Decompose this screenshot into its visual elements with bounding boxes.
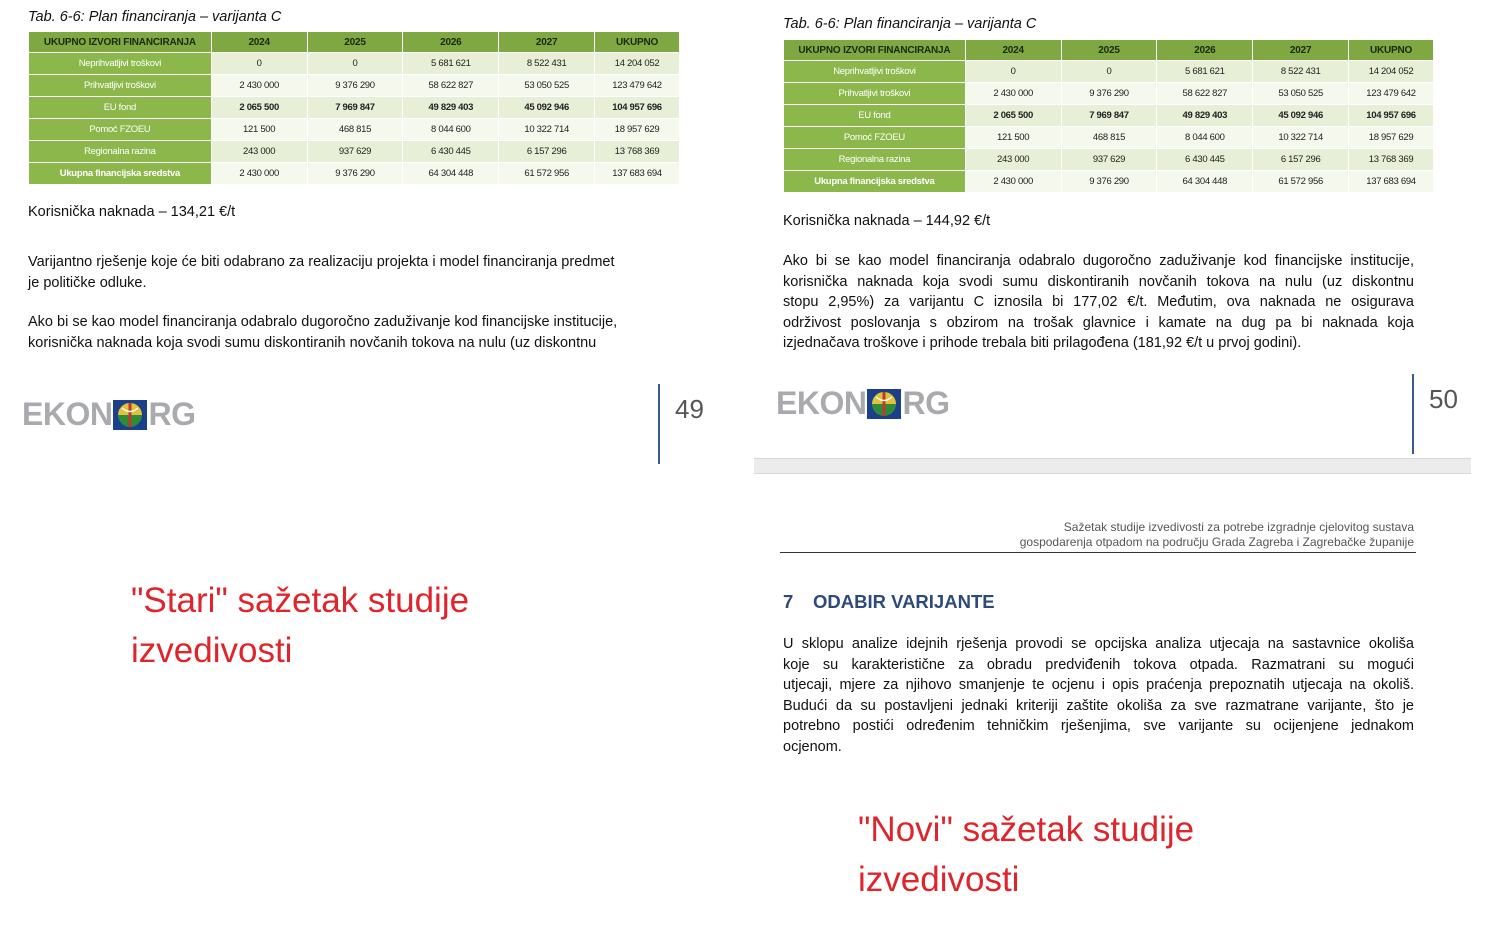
new-summary-annotation (858, 805, 1194, 905)
table-cell: 104 957 696 (595, 97, 680, 119)
right-paragraph (783, 251, 1414, 354)
left-ekonerg-logo (22, 396, 195, 433)
row-label: EU fond (784, 105, 966, 127)
table-cell: 121 500 (211, 119, 307, 141)
row-label: Pomoć FZOEU (29, 119, 212, 141)
table-cell: 18 957 629 (1349, 127, 1434, 149)
right-table-caption: Tab. 6-6: Plan financiranja – varijanta C (783, 16, 1037, 32)
globe-emblem-icon (113, 400, 147, 430)
table-cell: 137 683 694 (595, 163, 680, 185)
text-line: utjecaji, mjere za njihovo smanjenje te ocjenu i opis praćenja prepoznatih utjecaja na okoliš. (783, 677, 1414, 693)
text-line: koje su karakteristične za obradu predviđenih tokova otpada. Razmatrani su mogući (783, 656, 1414, 673)
header-2026: 2026 (403, 32, 499, 53)
logo-text-part2: RG (148, 396, 196, 432)
text-line: Budući da su postavljeni jednaki kriteriji zaštite okoliša za sve razmatrane varijante, što je (783, 697, 1414, 714)
table-cell: 7 969 847 (1061, 105, 1157, 127)
text-line: korisnička naknada koja svodi sumu diskontiranih novčanih tokova na nulu (uz diskontnu (28, 334, 597, 351)
table-cell: 61 572 956 (1253, 171, 1349, 193)
table-cell: 123 479 642 (1349, 83, 1434, 105)
row-label: Prihvatljivi troškovi (784, 83, 966, 105)
row-label: Neprihvatljivi troškovi (784, 61, 966, 83)
table-cell: 53 050 525 (499, 75, 595, 97)
table-header-row (29, 32, 680, 53)
table-cell: 7 969 847 (307, 97, 403, 119)
table-cell: 8 522 431 (1253, 61, 1349, 83)
table-cell: 937 629 (307, 141, 403, 163)
text-line: Ako bi se kao model financiranja odabralo dugoročno zaduživanje kod financijske institucije, (28, 314, 618, 330)
table-cell: 49 829 403 (1157, 105, 1253, 127)
table-cell: 9 376 290 (307, 163, 403, 185)
chapter-paragraph (783, 634, 1414, 757)
logo-text-part1: EKON (776, 385, 867, 421)
table-cell: 5 681 621 (403, 53, 499, 75)
table-row (29, 75, 680, 97)
row-label: Prihvatljivi troškovi (29, 75, 212, 97)
text-line: U sklopu analize idejnih rješenja provodi se opcijska analiza utjecaja na sastavnice okoliša (783, 636, 1414, 652)
running-header-line: Sažetak studije izvedivosti za potrebe izgradnje cjelovitog sustava (1063, 520, 1414, 534)
row-label: EU fond (29, 97, 212, 119)
table-row (784, 171, 1434, 193)
table-cell: 58 622 827 (1157, 83, 1253, 105)
table-row (784, 105, 1434, 127)
header-2024: 2024 (211, 32, 307, 53)
table-cell: 6 430 445 (403, 141, 499, 163)
table-row (784, 127, 1434, 149)
header-2027: 2027 (1253, 40, 1349, 61)
table-row (29, 141, 680, 163)
table-cell: 2 430 000 (211, 163, 307, 185)
table-row (784, 149, 1434, 171)
text-line: je političke odluke. (28, 274, 147, 291)
table-cell: 53 050 525 (1253, 83, 1349, 105)
left-paragraph-2 (28, 312, 668, 353)
header-sources: UKUPNO IZVORI FINANCIRANJA (784, 40, 966, 61)
header-rule (780, 552, 1416, 553)
table-cell: 14 204 052 (1349, 61, 1434, 83)
table-row (29, 53, 680, 75)
right-user-fee: Korisnička naknada – 144,92 €/t (783, 213, 991, 229)
table-cell: 61 572 956 (499, 163, 595, 185)
row-label: Regionalna razina (784, 149, 966, 171)
table-cell: 123 479 642 (595, 75, 680, 97)
logo-text-part2: RG (902, 385, 950, 421)
table-cell: 121 500 (965, 127, 1061, 149)
row-label: Ukupna financijska sredstva (29, 163, 212, 185)
header-total: UKUPNO (595, 32, 680, 53)
table-cell: 64 304 448 (1157, 171, 1253, 193)
globe-emblem-icon (867, 389, 901, 419)
header-sources: UKUPNO IZVORI FINANCIRANJA (29, 32, 212, 53)
table-cell: 14 204 052 (595, 53, 680, 75)
table-cell: 2 430 000 (965, 83, 1061, 105)
table-cell: 137 683 694 (1349, 171, 1434, 193)
table-cell: 243 000 (965, 149, 1061, 171)
left-paragraph-1 (28, 252, 668, 293)
text-line: korisnička naknada koja svodi sumu diskontiranih novčanih tokova na nulu (uz diskontnu (783, 273, 1414, 290)
table-cell: 49 829 403 (403, 97, 499, 119)
logo-text-part1: EKON (22, 396, 113, 432)
table-cell: 8 044 600 (1157, 127, 1253, 149)
left-page-number: 49 (675, 394, 704, 424)
table-header-row (784, 40, 1434, 61)
table-row (29, 119, 680, 141)
table-cell: 468 815 (1061, 127, 1157, 149)
table-cell: 6 157 296 (499, 141, 595, 163)
table-cell: 8 522 431 (499, 53, 595, 75)
table-cell: 8 044 600 (403, 119, 499, 141)
running-header (1020, 520, 1414, 550)
table-cell: 10 322 714 (1253, 127, 1349, 149)
running-header-line: gospodarenja otpadom na području Grada Zagreba i Zagrebačke županije (1019, 535, 1414, 549)
table-cell: 2 065 500 (965, 105, 1061, 127)
chapter-title: ODABIR VARIJANTE (813, 591, 995, 612)
left-user-fee: Korisnička naknada – 134,21 €/t (28, 204, 236, 220)
table-row (29, 97, 680, 119)
chapter-heading (783, 591, 995, 613)
right-page-divider (1412, 374, 1414, 454)
table-cell: 6 430 445 (1157, 149, 1253, 171)
table-cell: 9 376 290 (1061, 171, 1157, 193)
table-cell: 104 957 696 (1349, 105, 1434, 127)
table-row (29, 163, 680, 185)
table-cell: 58 622 827 (403, 75, 499, 97)
table-cell: 2 065 500 (211, 97, 307, 119)
table-cell: 9 376 290 (307, 75, 403, 97)
header-2026: 2026 (1157, 40, 1253, 61)
old-summary-annotation (131, 576, 469, 676)
table-cell: 0 (1061, 61, 1157, 83)
chapter-number: 7 (783, 591, 794, 612)
table-cell: 9 376 290 (1061, 83, 1157, 105)
header-2025: 2025 (1061, 40, 1157, 61)
row-label: Neprihvatljivi troškovi (29, 53, 212, 75)
table-row (784, 61, 1434, 83)
right-page-number: 50 (1429, 384, 1458, 414)
table-cell: 0 (307, 53, 403, 75)
right-ekonerg-logo (776, 385, 949, 422)
table-cell: 13 768 369 (595, 141, 680, 163)
table-cell: 13 768 369 (1349, 149, 1434, 171)
left-financing-table (28, 31, 680, 185)
table-cell: 45 092 946 (1253, 105, 1349, 127)
header-2025: 2025 (307, 32, 403, 53)
table-cell: 10 322 714 (499, 119, 595, 141)
table-cell: 0 (965, 61, 1061, 83)
text-line: ocjenom. (783, 738, 842, 755)
text-line: stopu 2,95%) za varijantu C iznosila bi 177,02 €/t. Međutim, ova naknada ne osigurava (783, 294, 1414, 310)
header-2027: 2027 (499, 32, 595, 53)
annotation-line: izvedivosti (131, 631, 293, 670)
table-cell: 5 681 621 (1157, 61, 1253, 83)
header-total: UKUPNO (1349, 40, 1434, 61)
table-cell: 18 957 629 (595, 119, 680, 141)
table-cell: 45 092 946 (499, 97, 595, 119)
table-cell: 2 430 000 (211, 75, 307, 97)
table-cell: 937 629 (1061, 149, 1157, 171)
table-cell: 243 000 (211, 141, 307, 163)
text-line: Varijantno rješenje koje će biti odabrano za realizaciju projekta i model financiranja predmet (28, 254, 615, 270)
row-label: Ukupna financijska sredstva (784, 171, 966, 193)
annotation-line: "Stari" sažetak studije (131, 581, 470, 620)
annotation-line: "Novi" sažetak studije (858, 810, 1195, 849)
text-line: održivost poslovanja s obzirom na trošak glavnice i kamate na dug pa bi naknada koja (783, 314, 1414, 331)
text-line: potrebno postići određenim tehničkim rješenjima, sve varijante su ocijenjene jednakom (783, 718, 1414, 734)
row-label: Pomoć FZOEU (784, 127, 966, 149)
table-cell: 0 (211, 53, 307, 75)
table-cell: 2 430 000 (965, 171, 1061, 193)
table-cell: 468 815 (307, 119, 403, 141)
text-line: Ako bi se kao model financiranja odabralo dugoročno zaduživanje kod financijske institucije, (783, 253, 1414, 269)
right-financing-table (783, 39, 1434, 193)
row-label: Regionalna razina (29, 141, 212, 163)
text-line: izjednačava troškove i prihode trebala biti prilagođena (181,92 €/t u prvoj godini). (783, 335, 1302, 351)
annotation-line: izvedivosti (858, 860, 1020, 899)
table-row (784, 83, 1434, 105)
header-2024: 2024 (965, 40, 1061, 61)
left-page-divider (658, 384, 660, 464)
table-cell: 6 157 296 (1253, 149, 1349, 171)
page-break-band (754, 458, 1471, 474)
table-cell: 64 304 448 (403, 163, 499, 185)
left-table-caption: Tab. 6-6: Plan financiranja – varijanta C (28, 9, 282, 25)
